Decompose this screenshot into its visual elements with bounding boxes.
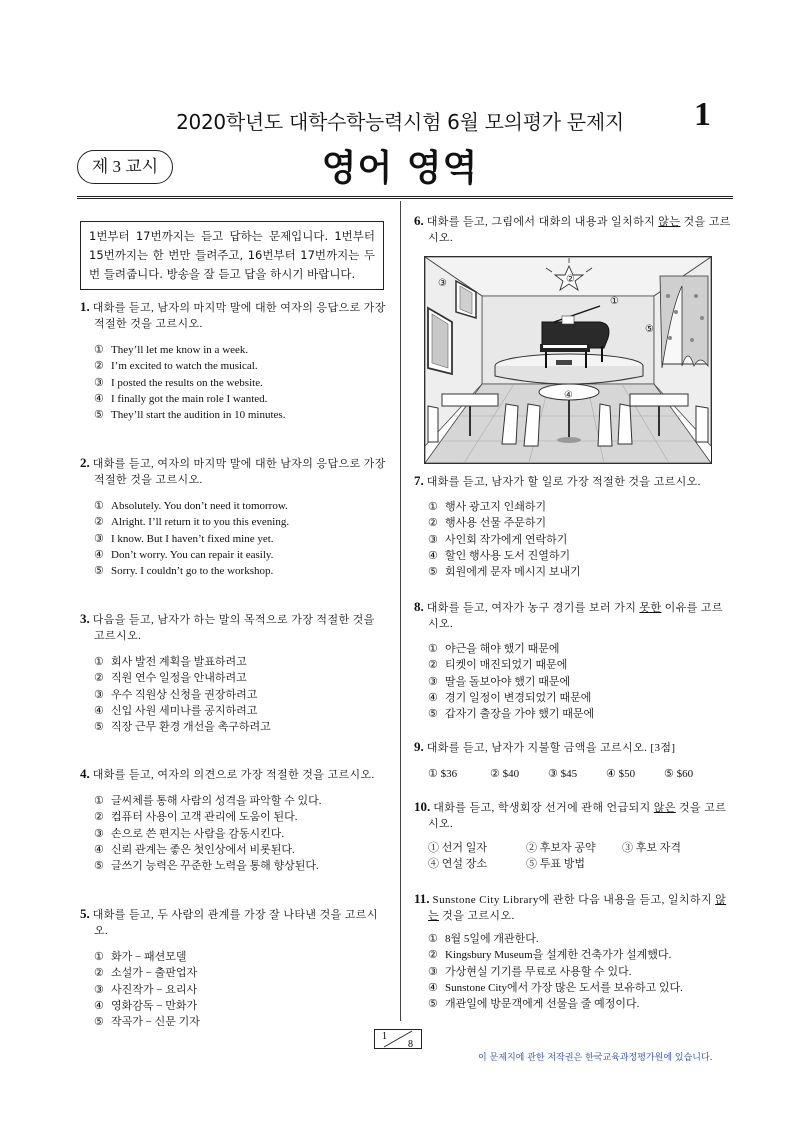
option[interactable]: ① 선거 일자 bbox=[428, 842, 488, 854]
option[interactable]: ⑤ They’ll start the audition in 10 minutes. bbox=[94, 409, 286, 422]
option[interactable]: ④ 할인 행사용 도서 진열하기 bbox=[428, 549, 571, 562]
option[interactable]: ③ I posted the results on the website. bbox=[94, 376, 263, 389]
question-9 bbox=[414, 739, 732, 782]
option[interactable]: ① 8월 5일에 개관한다. bbox=[428, 933, 539, 945]
option-list bbox=[80, 793, 386, 874]
exam-title: 2020학년도 대학수학능력시험 6월 모의평가 문제지 bbox=[176, 110, 624, 134]
option[interactable]: ⑤ 작곡가 − 신문 기자 bbox=[94, 1016, 200, 1029]
question-5 bbox=[80, 906, 386, 1030]
marker-5: ⑤ bbox=[645, 324, 654, 335]
question-stem: 대화를 듣고, 여자의 마지막 말에 대한 남자의 응답으로 가장 적절한 것을 고르시오. bbox=[92, 458, 386, 486]
option[interactable]: ③ 손으로 쓴 편지는 사람을 감동시킨다. bbox=[94, 827, 285, 840]
option[interactable]: ⑤ Sorry. I couldn’t go to the workshop. bbox=[94, 565, 274, 578]
option[interactable]: ① $36 bbox=[428, 768, 458, 780]
subject-title: 영어 영역 bbox=[321, 148, 479, 189]
option[interactable]: ③ 딸을 돌보아야 했기 때문에 bbox=[428, 675, 571, 688]
option[interactable]: ⑤ 회원에게 문자 메시지 보내기 bbox=[428, 566, 581, 579]
question-number: 3. bbox=[80, 611, 90, 626]
option[interactable]: ④ I finally got the main role I wanted. bbox=[94, 392, 268, 405]
option[interactable]: ④ $50 bbox=[606, 768, 636, 780]
stage-illustration bbox=[424, 256, 712, 464]
question-number: 8. bbox=[414, 599, 424, 614]
option[interactable]: ③ 사인회 작가에게 연락하기 bbox=[428, 533, 568, 546]
question-2 bbox=[80, 455, 386, 579]
page-total: 8 bbox=[408, 1039, 413, 1049]
option[interactable]: ② 티켓이 매진되었기 때문에 bbox=[428, 659, 568, 672]
option[interactable]: ② Kingsbury Museum을 설계한 건축가가 설계했다. bbox=[428, 949, 672, 962]
option[interactable]: ① 회사 발전 계획을 발표하려고 bbox=[94, 656, 247, 668]
option-list bbox=[80, 342, 386, 423]
option[interactable]: ④ Don’t worry. You can repair it easily. bbox=[94, 548, 274, 561]
question-8 bbox=[414, 599, 732, 722]
marker-4: ④ bbox=[564, 390, 573, 401]
question-stem: 대화를 듣고, 남자의 마지막 말에 대한 여자의 응답으로 가장 적절한 것을 고르시오. bbox=[92, 302, 386, 330]
question-number: 7. bbox=[414, 473, 424, 488]
question-number: 6. bbox=[414, 213, 424, 228]
option[interactable]: ⑤ 투표 방법 bbox=[526, 858, 586, 870]
option[interactable]: ① 야근을 해야 했기 때문에 bbox=[428, 643, 560, 655]
option-list bbox=[414, 840, 732, 872]
column-divider bbox=[400, 201, 401, 1021]
option[interactable]: ④ 신입 사원 세미나를 공지하려고 bbox=[94, 704, 258, 717]
question-6 bbox=[414, 213, 732, 246]
header-rule bbox=[77, 196, 733, 199]
question-stem: Sunstone City Library에 관한 다음 내용을 듣고, 일치하지 않는 것을 고르시오. bbox=[428, 894, 727, 922]
question-stem: 대화를 듣고, 두 사람의 관계를 가장 잘 나타낸 것을 고르시오. bbox=[92, 909, 378, 937]
option[interactable]: ③ 우수 직원상 신청을 권장하려고 bbox=[94, 688, 258, 701]
option-list bbox=[80, 654, 386, 735]
option-list bbox=[414, 766, 732, 782]
question-stem: 대화를 듣고, 여자가 농구 경기를 보러 가지 못한 이유를 고르시오. bbox=[426, 602, 723, 630]
question-3 bbox=[80, 611, 386, 735]
option[interactable]: ① 행사 광고지 인쇄하기 bbox=[428, 501, 547, 513]
option-list bbox=[80, 949, 386, 1030]
question-number: 5. bbox=[80, 906, 90, 921]
question-number: 10. bbox=[414, 799, 431, 814]
marker-2: ② bbox=[566, 274, 575, 285]
option[interactable]: ② $40 bbox=[490, 768, 520, 780]
question-stem: 다음을 듣고, 남자가 하는 말의 목적으로 가장 적절한 것을 고르시오. bbox=[92, 614, 375, 642]
option[interactable]: ① 화가 − 패션모델 bbox=[94, 951, 187, 963]
option-list bbox=[414, 931, 732, 1012]
option[interactable]: ② 컴퓨터 사용이 고객 관리에 도움이 된다. bbox=[94, 811, 298, 824]
option[interactable]: ② 행사용 선물 주문하기 bbox=[428, 517, 547, 530]
page-number: 1 bbox=[694, 96, 711, 133]
option[interactable]: ③ $45 bbox=[548, 768, 578, 780]
option[interactable]: ⑤ 개관일에 방문객에게 선물을 줄 예정이다. bbox=[428, 998, 640, 1011]
option[interactable]: ④ 연설 장소 bbox=[428, 858, 488, 870]
question-11 bbox=[414, 891, 732, 1012]
option[interactable]: ② 직원 연수 일정을 안내하려고 bbox=[94, 672, 247, 685]
page-current: 1 bbox=[382, 1031, 387, 1042]
question-number: 9. bbox=[414, 739, 424, 754]
question-stem: 대화를 듣고, 남자가 지불할 금액을 고르시오. [3점] bbox=[426, 742, 676, 754]
question-number: 11. bbox=[414, 891, 430, 906]
session-badge: 제 3 교시 bbox=[77, 150, 173, 184]
question-1 bbox=[80, 299, 386, 423]
option[interactable]: ④ Sunstone City에서 가장 많은 도서를 보유하고 있다. bbox=[428, 981, 683, 994]
option[interactable]: ⑤ 직장 근무 환경 개선을 촉구하려고 bbox=[94, 721, 271, 734]
option[interactable]: ③ 사진작가 − 요리사 bbox=[94, 983, 198, 996]
option[interactable]: ③ 가상현실 기기를 무료로 사용할 수 있다. bbox=[428, 965, 632, 978]
option[interactable]: ⑤ 갑자기 출장을 가야 했기 때문에 bbox=[428, 708, 595, 721]
option[interactable]: ③ 후보 자격 bbox=[622, 842, 682, 854]
question-stem: 대화를 듣고, 여자의 의견으로 가장 적절한 것을 고르시오. bbox=[92, 769, 375, 781]
option[interactable]: ② 소설가 − 출판업자 bbox=[94, 967, 198, 980]
option[interactable]: ① 글씨체를 통해 사람의 성격을 파악할 수 있다. bbox=[94, 795, 322, 807]
option[interactable]: ② 후보자 공약 bbox=[526, 842, 596, 854]
option[interactable]: ④ 신뢰 관계는 좋은 첫인상에서 비롯된다. bbox=[94, 843, 295, 856]
question-number: 2. bbox=[80, 455, 90, 470]
question-stem: 대화를 듣고, 학생회장 선거에 관해 언급되지 않은 것을 고르시오. bbox=[428, 802, 727, 830]
option[interactable]: ④ 영화감독 − 만화가 bbox=[94, 999, 198, 1012]
option-list bbox=[414, 641, 732, 722]
option-list bbox=[414, 499, 732, 580]
option[interactable]: ③ I know. But I haven’t fixed mine yet. bbox=[94, 532, 274, 545]
marker-3: ③ bbox=[438, 278, 447, 289]
option[interactable]: ② I’m excited to watch the musical. bbox=[94, 360, 258, 373]
option[interactable]: ① Absolutely. You don’t need it tomorrow. bbox=[94, 500, 288, 512]
question-stem: 대화를 듣고, 그림에서 대화의 내용과 일치하지 않는 것을 고르시오. bbox=[426, 216, 731, 244]
question-number: 4. bbox=[80, 766, 90, 781]
listening-notice: 1번부터 17번까지는 듣고 답하는 문제입니다. 1번부터 15번까지는 한 번만 들려주고, 16번부터 17번까지는 두 번 들려줍니다. 방송을 잘 듣고 답을 하시기 바랍니다. bbox=[80, 221, 384, 290]
option[interactable]: ⑤ 글쓰기 능력은 꾸준한 노력을 통해 향상된다. bbox=[94, 860, 319, 873]
option[interactable]: ⑤ $60 bbox=[664, 768, 694, 780]
question-4 bbox=[80, 766, 386, 874]
option[interactable]: ① They’ll let me know in a week. bbox=[94, 344, 249, 356]
marker-1: ① bbox=[610, 296, 619, 307]
page-indicator bbox=[374, 1029, 422, 1049]
copyright-note: 이 문제지에 관한 저작권은 한국교육과정평가원에 있습니다. bbox=[478, 1053, 713, 1063]
option[interactable]: ② Alright. I’ll return it to you this evening. bbox=[94, 516, 290, 529]
question-7 bbox=[414, 473, 732, 580]
question-stem: 대화를 듣고, 남자가 할 일로 가장 적절한 것을 고르시오. bbox=[426, 476, 701, 488]
option[interactable]: ④ 경기 일정이 변경되었기 때문에 bbox=[428, 691, 592, 704]
option-list bbox=[80, 498, 386, 579]
question-number: 1. bbox=[80, 299, 90, 314]
question-10 bbox=[414, 799, 732, 872]
